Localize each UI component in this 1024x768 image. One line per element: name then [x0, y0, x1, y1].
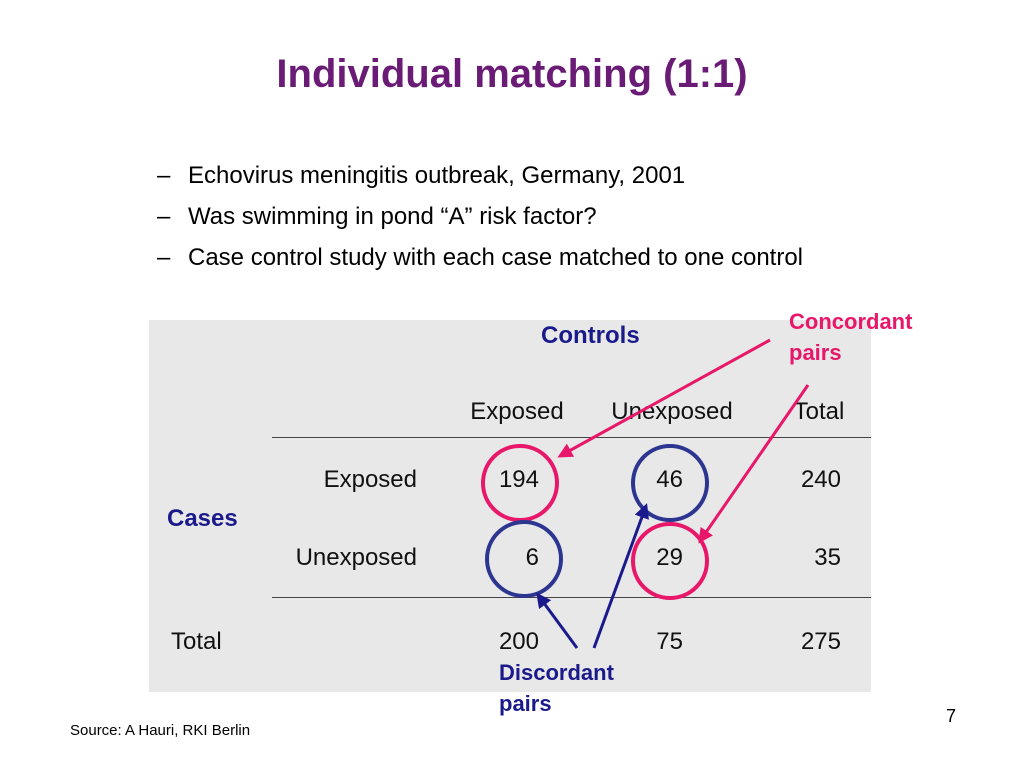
bullet-text: Case control study with each case matched to one control [188, 244, 803, 271]
discordant-label-line: Discordant [499, 660, 614, 685]
bullet-dash: – [157, 203, 171, 230]
cell-unexposed-unexposed: 29 [656, 544, 683, 571]
concordant-circle-29 [633, 524, 707, 598]
discordant-arrow-to-6 [538, 595, 577, 648]
slide-title: Individual matching (1:1) [276, 52, 748, 96]
row-label-exposed: Exposed [323, 466, 417, 493]
cell-total-exposed: 200 [498, 628, 539, 655]
controls-header: Controls [541, 322, 640, 349]
cell-exposed-total: 240 [800, 466, 841, 493]
column-header-unexposed: Unexposed [611, 398, 733, 425]
cell-total-total: 275 [800, 628, 841, 655]
row-label-total: Total [171, 628, 222, 655]
bullet-dash: – [157, 162, 171, 189]
concordant-pairs-label [789, 306, 912, 368]
concordant-label-line: pairs [789, 340, 842, 365]
cell-total-unexposed: 75 [656, 628, 683, 655]
discordant-pairs-label [499, 657, 614, 719]
concordant-arrow-to-29 [700, 385, 808, 541]
cell-exposed-exposed: 194 [498, 466, 539, 493]
concordant-circle-194 [483, 446, 557, 520]
page-number: 7 [946, 706, 957, 726]
discordant-label-line: pairs [499, 691, 552, 716]
bullet-dash: – [157, 244, 171, 271]
concordant-label-line: Concordant [789, 309, 913, 334]
concordant-arrow-to-194 [560, 340, 770, 456]
column-header-exposed: Exposed [470, 398, 564, 425]
cell-unexposed-exposed: 6 [525, 544, 539, 571]
bullet-text: Echovirus meningitis outbreak, Germany, 2001 [188, 162, 686, 189]
cases-header: Cases [167, 505, 238, 532]
column-header-total: Total [793, 398, 845, 425]
cell-exposed-unexposed: 46 [656, 466, 683, 493]
row-label-unexposed: Unexposed [295, 544, 417, 571]
cell-unexposed-total: 35 [814, 544, 841, 571]
source-citation: Source: A Hauri, RKI Berlin [70, 722, 251, 739]
discordant-circle-6 [487, 522, 561, 596]
bullet-text: Was swimming in pond “A” risk factor? [188, 203, 597, 230]
